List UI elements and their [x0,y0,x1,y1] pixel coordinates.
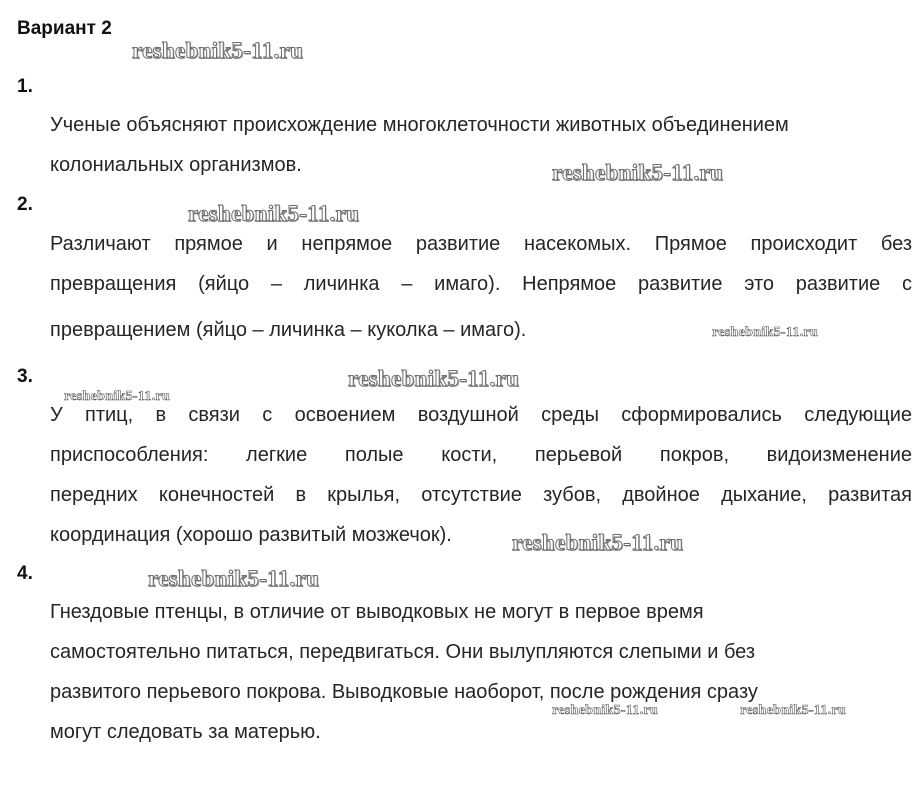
text-line: колониальных организмов. [50,154,302,176]
item-number-4: 4. [17,563,33,584]
text-line: самостоятельно питаться, передвигаться. Они вылупляются слепыми и без [50,641,756,663]
text-line: развитого перьевого покрова. Выводковые наоборот, после рождения сразу [50,681,758,703]
text-line: Различают прямое и непрямое развитие насекомых. Прямое происходит без [50,233,912,255]
item-number-3: 3. [17,366,33,387]
text-line: могут следовать за матерью. [50,721,321,743]
watermark: reshebnik5-11.ru [348,366,520,391]
watermark: reshebnik5-11.ru [188,201,360,226]
watermark: reshebnik5-11.ru [512,530,684,555]
text-line: передних конечностей в крылья, отсутствие зубов, двойное дыхание, развитая [50,484,912,506]
text-line: У птиц, в связи с освоением воздушной среды сформировались следующие [50,404,912,426]
watermark: reshebnik5-11.ru [552,703,659,718]
text-line: координация (хорошо развитый мозжечок). [50,524,452,546]
watermark: reshebnik5-11.ru [740,703,847,718]
text-line: превращения (яйцо – личинка – имаго). Непрямое развитие это развитие с [50,273,912,295]
watermark: reshebnik5-11.ru [712,325,819,340]
text-line: Ученые объясняют происхождение многоклеточности животных объединением [50,114,789,136]
variant-title: Вариант 2 [17,18,112,39]
watermark: reshebnik5-11.ru [148,566,320,591]
text-line: приспособления: легкие полые кости, перьевой покров, видоизменение [50,444,912,466]
text-line: Гнездовые птенцы, в отличие от выводковых не могут в первое время [50,601,704,623]
watermark: reshebnik5-11.ru [64,389,171,404]
item-number-2: 2. [17,194,33,215]
text-line: превращением (яйцо – личинка – куколка – имаго). [50,319,527,341]
watermark: reshebnik5-11.ru [132,38,304,63]
watermark: reshebnik5-11.ru [552,160,724,185]
item-number-1: 1. [17,76,33,97]
